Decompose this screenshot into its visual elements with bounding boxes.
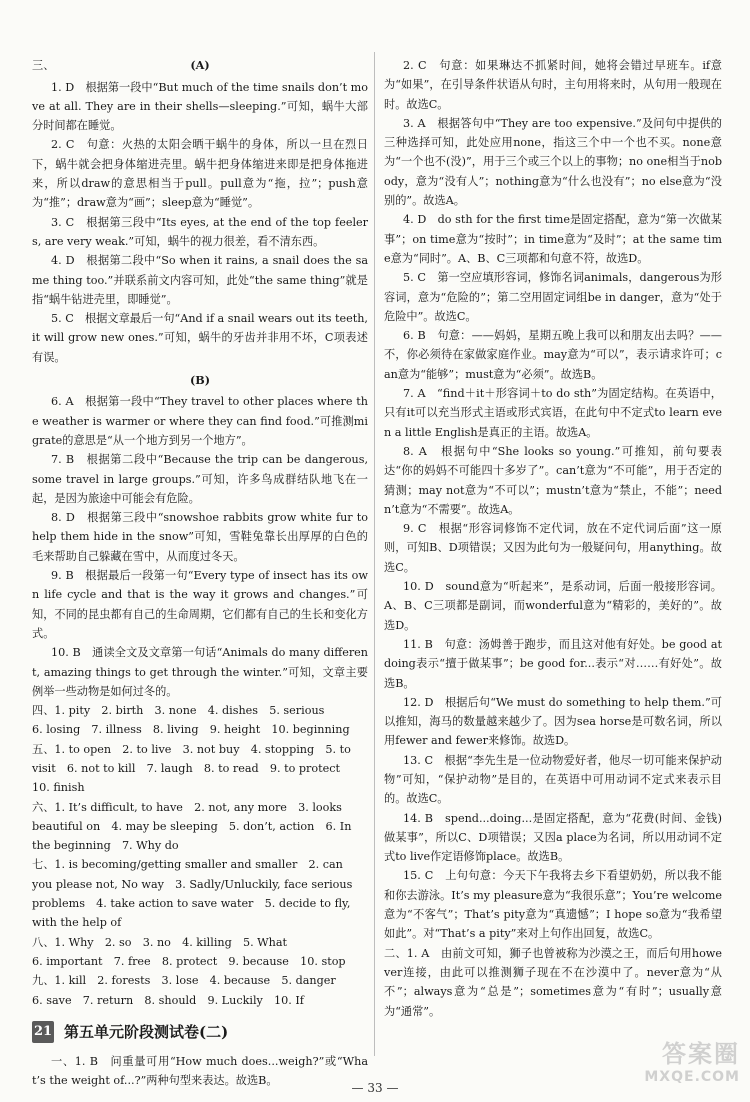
answer-b9: 9. B 根据最后一段第一句“Every type of insect has its own life cycle and that is the way it grows and changes.”可知，不同的昆虫都有自己的生命周期，它们都有自己的生长和变化方式。 [32,569,368,640]
answer-r6: 6. B 句意：——妈妈，星期五晚上我可以和朋友出去吗？——不，你必须待在家做家庭作业。may意为“可以”，表示请求许可；can意为“能够”；must意为“必须”。故选B。 [384,329,722,381]
answer-b10: 10. B 通读全文及文章第一句话“Animals do many different, amazing things to get through the winter.”可知，文章主要例举一些动物是如何过冬的。 [32,646,368,698]
part-b-label: (B) [189,373,211,388]
answer-section-2: 二、1. A 由前文可知，狮子也曾被称为沙漠之王，而后句用however连接，由此可以推测狮子现在不在沙漠中了。never意为“从不”；always意为“总是”；sometimes意为“有时”；usually意为“通常”。 [384,946,722,1018]
section-3-label: 三、 [32,59,55,72]
section-7-row-1: 七、1. is becoming/getting smaller and smaller 2. can [32,858,343,872]
section-7-row-2: you please not, No way 3. Sadly/Unluckily, face serious [32,877,353,891]
answer-r2: 2. C 句意：如果琳达不抓紧时间，她将会错过早班车。if意为“如果”，在引导条件状语从句时，主句用将来时，从句用一般现在时。故选C。 [384,59,722,111]
answer-r4: 4. D do sth for the first time是固定搭配，意为“第一次做某事”；on time意为“按时”；in time意为“及时”；at the same time意为“同时”。A、B、C三项都和句意不符，故选D。 [384,213,722,265]
watermark-logo-text: 答案圈 [662,1040,740,1068]
section-5-row-1: 五、1. to open 2. to live 3. not buy 4. stopping 5. to [32,742,351,756]
section-9-row-2: 6. save 7. return 8. should 9. Luckily 10. If [32,993,304,1007]
answer-r10: 10. D sound意为“听起来”，是系动词，后面一般接形容词。A、B、C三项都是副词，而wonderful意为“精彩的，美好的”。故选D。 [384,580,722,632]
page-number: — 33 — [351,1081,399,1095]
section-6-row-1: 六、1. It’s difficult, to have 2. not, any more 3. looks [32,800,342,814]
answer-a1: 1. D 根据第一段中“But much of the time snails don’t move at all. They are in their shells—sleeping.”可知，蜗牛大部分时间都在睡觉。 [32,80,368,133]
section-7-row-3: problems 4. take action to save water 5. decide to fly, [32,897,351,911]
section-4-row-2: 6. losing 7. illness 8. living 9. height 10. beginning [32,723,350,737]
answer-r13: 13. C 根据“李先生是一位动物爱好者，他尽一切可能来保护动物”可知，“保护动物”是目的，在英语中可用动词不定式来表示目的。故选C。 [384,753,722,806]
part-a-label: (A) [190,58,210,73]
answer-b7: 7. B 根据第二段中“Because the trip can be dangerous, some travel in large groups.”可知，许多鸟成群结队地飞在一起，是因为旅途中可能会有危险。 [32,453,368,505]
answer-r12: 12. D 根据后句“We must do something to help them.”可以推知，海马的数量越来越少了。因为sea horse是可数名词，所以用fewer and fewer来修饰。故选D。 [384,695,722,748]
section-9-row-1: 九、1. kill 2. forests 3. lose 4. because 5. danger [32,974,336,988]
answer-b6: 6. A 根据第一段中“They travel to other places where the weather is warmer or where they can find food.”可推测migrate的意思是“从一个地方到另一个地方”。 [32,395,368,447]
answer-r7: 7. A “find＋it＋形容词＋to do sth”为固定结构。在英语中，只有it可以充当形式主语或形式宾语，在此句中不定式to learn even a little English是真正的主语。故选A。 [384,387,722,439]
unit-test-heading [32,1020,368,1044]
answer-a5: 5. C 根据文章最后一句“And if a snail wears out its teeth, it will grow new ones.”可知，蜗牛的牙齿并非用不坏，C项表述有误。 [32,312,368,364]
answer-a2: 2. C 句意：火热的太阳会晒干蜗牛的身体，所以一旦在烈日下，蜗牛就会把身体缩进壳里。蜗牛把身体缩进来即是把身体拖进来，所以draw的意思相当于pull。pull意为“拖，拉”；push意为“推”；draw意为“画”；sleep意为“睡觉”。 [32,138,368,210]
answer-r14: 14. B spend...doing...是固定搭配，意为“花费(时间、金钱)做某事”，所以C、D项错误；又因a place为名词，所以用动词不定式to live作定语修饰place。故选B。 [384,811,722,864]
column-divider [374,52,375,1056]
answer-r8: 8. A 根据句中“She looks so young.”可推知，前句要表达“你的妈妈不可能四十多岁了”。can’t意为“不可能”，用于否定的猜测；may not意为“不可以”；mustn’t意为“禁止，不能”；needn’t意为“不需要”。故选A。 [384,444,722,516]
answer-b8: 8. D 根据第三段中“snowshoe rabbits grow white fur to help them hide in the snow”可知，雪鞋兔靠长出厚厚的白色的毛来帮助自己躲藏在雪中，从而度过冬天。 [32,511,368,563]
answer-r5: 5. C 第一空应填形容词，修饰名词animals，dangerous为形容词，意为“危险的”；第二空用固定词组be in danger，意为“处于危险中”。故选C。 [384,271,722,323]
answer-q1: 一、1. B 问重量可用“How much does...weigh?”或“What’s the weight of...?”两种句型来表达。故选B。 [32,1054,368,1088]
answer-a4: 4. D 根据第二段中“So when it rains, a snail does the same thing too.”并联系前文内容可知，此处“the same thing”就是指“蜗牛钻进壳里，即睡觉”。 [32,254,368,306]
answer-r3: 3. A 根据答句中“They are too expensive.”及问句中提供的三种选择可知，此处应用none，指这三个中一个也不买。none意为“一个也不(没)”，用于三个或三个以上的事物；no one相当于nobody，意为“没有人”；nothing意为“什么也没有”；no else意为“没别的”。故选A。 [384,116,722,208]
section-7-row-4: with the help of [32,916,122,930]
answer-r9: 9. C 根据“形容词修饰不定代词，放在不定代词后面”这一原则，可知B、D项错误；又因为此句为一般疑问句，用anything。故选C。 [384,522,722,574]
section-4-row-1: 四、1. pity 2. birth 3. none 4. dishes 5. serious [32,704,325,718]
answer-a3: 3. C 根据第三段中“Its eyes, at the end of the top feelers, are very weak.”可知，蜗牛的视力很差，看不清东西。 [32,215,368,248]
section-6-row-2: beautiful on 4. may be sleeping 5. don’t, action 6. In [32,819,352,833]
right-column [384,56,722,1021]
unit-number-badge: 21 [32,1021,54,1043]
section-6-row-3: the beginning 7. Why do [32,839,179,853]
answer-r15: 15. C 上句句意：今天下午我将去乡下看望奶奶，所以我不能和你去游泳。It’s my pleasure意为“我很乐意”；You’re welcome意为“不客气”；That’s pity意为“真遗憾”；I hope so意为“我希望如此”。对“That’s a pity”来对上句作出回复，故选C。 [384,869,722,941]
watermark-domain: MXQE.COM [644,1069,740,1085]
answer-r11: 11. B 句意：汤姆善于跑步，而且这对他有好处。be good at doing表示“擅于做某事”；be good for...表示“对……有好处”。故选B。 [384,637,722,690]
section-8-row-2: 6. important 7. free 8. protect 9. because 10. stop [32,954,346,968]
section-8-row-1: 八、1. Why 2. so 3. no 4. killing 5. What [32,935,288,949]
section-5-row-2: visit 6. not to kill 7. laugh 8. to read 9. to protect [32,761,340,775]
section-5-row-3: 10. finish [32,781,85,795]
unit-test-title: 第五单元阶段测试卷(二) [64,1022,229,1041]
left-column [32,56,368,1090]
site-watermark [620,1040,740,1098]
